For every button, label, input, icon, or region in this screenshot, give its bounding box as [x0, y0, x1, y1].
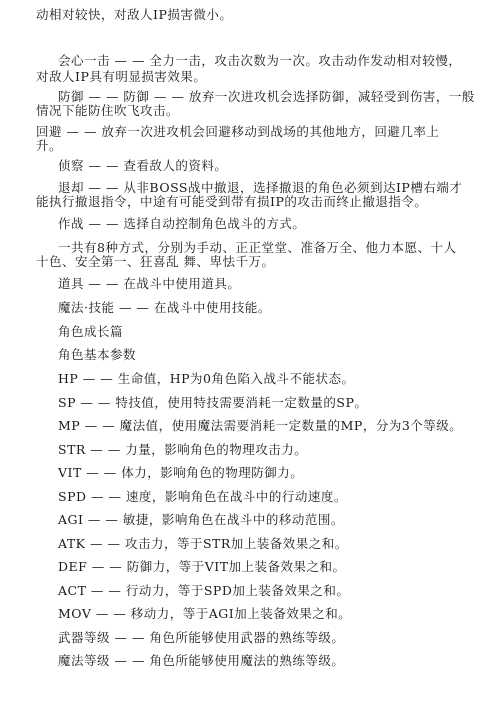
param-line-sp: SP — — 特技值，使用特技需要消耗一定数量的SP。	[58, 395, 368, 410]
text-line: 会心一击 — — 全力一击，攻击次数为一次。攻击动作发动相对较慢，	[58, 53, 462, 68]
param-line-atk: ATK — — 攻击力，等于STR加上装备效果之和。	[58, 536, 348, 551]
param-line-act: ACT — — 行动力，等于SPD加上装备效果之和。	[58, 583, 350, 598]
text-line: 动相对较快，对敌人IP损害微小。	[36, 7, 233, 22]
text-line: 一共有8种方式，分别为手动、正正堂堂、准备万全、他力本愿、十人	[58, 240, 457, 255]
param-line-magic-level: 魔法等级 — — 角色所能够使用魔法的熟练等级。	[58, 653, 345, 668]
text-line: 防御 — — 防御 — — 放弃一次进攻机会选择防御，减轻受到伤害，一般	[58, 89, 475, 104]
section-heading: 角色成长篇	[58, 324, 124, 339]
text-line: 对敌人IP具有明显损害效果。	[36, 69, 207, 84]
text-line: 十色、安全第一、狂喜乱 舞、卑怯千万。	[36, 254, 275, 269]
param-line-def: DEF — — 防御力，等于VIT加上装备效果之和。	[58, 559, 346, 574]
text-line: 道具 — — 在战斗中使用道具。	[58, 276, 241, 291]
param-line-agi: AGI — — 敏捷，影响角色在战斗中的移动范围。	[58, 512, 344, 527]
text-line: 能执行撤退指令，中途有可能受到带有损IP的攻击而终止撤退指令。	[36, 194, 428, 209]
param-line-mp: MP — — 魔法值，使用魔法需要消耗一定数量的MP，分为3个等级。	[58, 418, 463, 433]
text-line: 侦察 — — 查看敌人的资料。	[58, 158, 228, 173]
text-line: 作战 — — 选择自动控制角色战斗的方式。	[58, 216, 306, 231]
param-line-spd: SPD — — 速度，影响角色在战斗中的行动速度。	[58, 489, 347, 504]
section-subheading: 角色基本参数	[58, 347, 137, 362]
param-line-weapon-level: 武器等级 — — 角色所能够使用武器的熟练等级。	[58, 630, 345, 645]
text-line: 魔法·技能 — — 在战斗中使用技能。	[58, 300, 271, 315]
param-line-mov: MOV — — 移动力，等于AGI加上装备效果之和。	[58, 606, 352, 621]
param-line-hp: HP — — 生命值，HP为0角色陷入战斗不能状态。	[58, 371, 355, 386]
param-line-str: STR — — 力量，影响角色的物理攻击力。	[58, 442, 308, 457]
text-line: 情况下能防住吹飞攻击。	[36, 103, 180, 118]
text-line: 回避 — — 放弃一次进攻机会回避移动到战场的其他地方，回避几率上	[36, 124, 440, 139]
param-line-vit: VIT — — 体力，影响角色的物理防御力。	[58, 465, 304, 480]
text-line: 退却 — — 从非BOSS战中撤退，选择撤退的角色必须到达IP槽右端才	[58, 180, 463, 195]
text-line: 升。	[36, 138, 63, 153]
